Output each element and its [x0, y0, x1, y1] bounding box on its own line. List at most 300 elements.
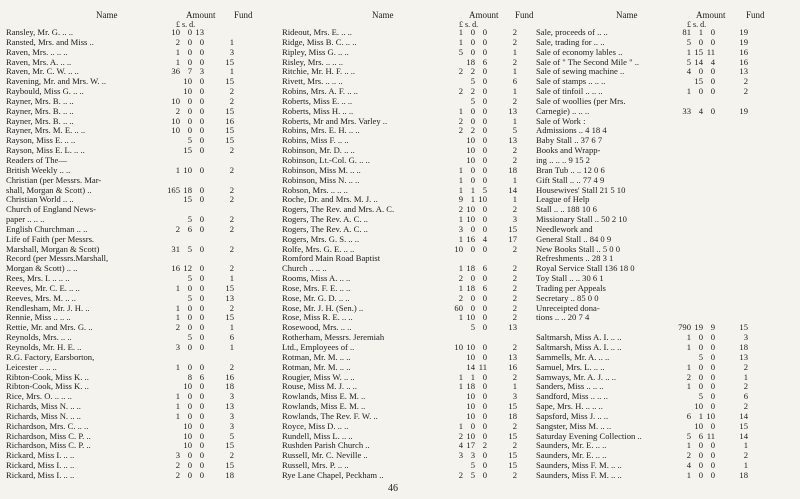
cell-s: 0 [470, 223, 475, 234]
cell-name: R.G. Factory, Earsborton, [6, 351, 95, 362]
cell-name: Missionary Stall .. 50 2 10 [536, 214, 627, 225]
cell-d: 0 [482, 95, 487, 106]
cell-d: 0 [482, 76, 487, 87]
lsd-label: £ s. d. [459, 20, 479, 29]
cell-s: 10 [466, 204, 475, 215]
cell-name: Sale of sewing machine .. [536, 66, 625, 77]
cell-s: 5 [698, 351, 703, 362]
cell-name: Rowlands, The Rev. F. W. .. [282, 410, 378, 421]
cell-fund: 1 [229, 66, 234, 77]
cell-s: 6 [187, 223, 192, 234]
cell-pound: 2 [175, 105, 180, 116]
cell-d: 0 [199, 401, 204, 412]
page-number: 46 [388, 483, 398, 494]
cell-d: 0 [482, 125, 487, 136]
cell-name: Rogers, The Rev. and Mrs. A. C. [282, 204, 395, 215]
cell-s: 5 [470, 469, 475, 480]
table-row [536, 471, 798, 481]
cell-name: English Churchman .. .. [6, 223, 88, 234]
cell-fund: 15 [508, 450, 517, 461]
cell-name: Rosewood, Mrs. .. .. [282, 322, 352, 333]
cell-s: 5 [470, 322, 475, 333]
cell-d: 0 [199, 381, 204, 392]
cell-fund: 15 [225, 76, 234, 87]
cell-s: 10 [466, 145, 475, 156]
cell-fund: 1 [743, 371, 748, 382]
cell-s: 5 [187, 243, 192, 254]
cell-s: 0 [187, 282, 192, 293]
cell-pound: 165 [167, 184, 180, 195]
cell-s: 1 [470, 371, 475, 382]
cell-name: Baby Stall .. 37 6 7 [536, 135, 603, 146]
cell-fund: 1 [229, 342, 234, 352]
cell-name: Ridge, Miss B. C. .. .. [282, 36, 357, 47]
cell-name: paper .. .. .. [6, 214, 45, 225]
cell-name: Sape, Mrs. H. .. .. .. [536, 401, 603, 412]
cell-d: 0 [199, 361, 204, 372]
cell-fund: 2 [743, 450, 748, 461]
cell-s: 10 [466, 391, 475, 402]
cell-fund: 15 [225, 135, 234, 146]
cell-name: Robins, Mrs. A. F. .. .. [282, 86, 358, 97]
cell-name: ing .. .. .. 9 15 2 [536, 154, 590, 165]
cell-fund: 2 [229, 450, 234, 461]
cell-d: 0 [482, 145, 487, 156]
cell-s: 5 [187, 292, 192, 303]
cell-pound: 1 [686, 381, 691, 392]
cell-d: 0 [710, 391, 715, 402]
cell-fund: 2 [512, 273, 517, 284]
header-fund: Fund [746, 10, 765, 20]
table-row [536, 313, 798, 323]
cell-fund: 3 [229, 410, 234, 421]
cell-name: Rose, Mr. G. D. .. .. [282, 292, 350, 303]
cell-name: Saltmarsh, Miss A. I. .. .. [536, 342, 622, 352]
cell-fund: 15 [225, 282, 234, 293]
cell-s: 0 [698, 361, 703, 372]
cell-d: 0 [710, 401, 715, 412]
cell-name: Sandford, Miss .. .. .. [536, 391, 608, 402]
cell-pound: 1 [175, 361, 180, 372]
cell-s: 0 [698, 36, 703, 47]
cell-pound: 1 [458, 312, 463, 323]
cell-d: 0 [710, 86, 715, 97]
cell-pound: 1 [458, 420, 463, 431]
cell-fund: 2 [512, 312, 517, 323]
cell-s: 0 [187, 401, 192, 412]
cell-fund: 2 [512, 292, 517, 303]
cell-d: 0 [199, 214, 204, 225]
cell-fund: 2 [229, 184, 234, 195]
cell-fund: 2 [512, 154, 517, 165]
cell-fund: 15 [508, 460, 517, 471]
cell-s: 1 [470, 194, 475, 205]
cell-s: 0 [698, 381, 703, 392]
cell-d: 0 [199, 332, 204, 343]
cell-name: Sale of economy lables .. [536, 46, 623, 57]
cell-name: Sale of tinfoil .. .. .. [536, 86, 603, 97]
cell-d: 0 [482, 312, 487, 323]
cell-fund: 2 [512, 27, 517, 37]
cell-d: 0 [482, 391, 487, 402]
cell-name: Saturday Evening Collection .. [536, 430, 642, 441]
cell-s: 1 [698, 27, 703, 37]
cell-name: Sanders, Miss .. .. .. [536, 381, 604, 392]
cell-pound: 1 [458, 174, 463, 185]
column-left [6, 10, 284, 481]
cell-fund: 15 [225, 440, 234, 451]
cell-name: Russell, Mrs. P. .. .. [282, 460, 349, 471]
cell-s: 10 [466, 401, 475, 412]
cell-pound: 1 [458, 282, 463, 293]
cell-name: General Stall .. 84 0 9 [536, 233, 612, 244]
cell-fund: 1 [512, 381, 517, 392]
cell-pound: 1 [458, 371, 463, 382]
cell-d: 0 [199, 430, 204, 441]
cell-name: Rooms, Miss A. .. .. [282, 273, 351, 284]
cell-name: Rose, Miss R. E. .. .. [282, 312, 353, 323]
cell-d: 0 [199, 223, 204, 234]
cell-fund: 3 [512, 391, 517, 402]
cell-name: New Books Stall .. 5 0 0 [536, 243, 621, 254]
cell-pound: 1 [458, 105, 463, 116]
cell-pound: 1 [686, 86, 691, 97]
cell-s: 5 [470, 460, 475, 471]
lsd-label: £ s. d. [687, 20, 707, 29]
cell-s: 0 [698, 450, 703, 461]
cell-d: 0 [482, 450, 487, 461]
cell-s: 5 [187, 273, 192, 284]
cell-d: 0 [199, 86, 204, 97]
cell-name: Life of Faith (per Messrs. [6, 233, 95, 244]
cell-s: 0 [187, 322, 192, 333]
cell-fund: 16 [508, 361, 517, 372]
cell-s: 0 [698, 440, 703, 451]
cell-fund: 13 [739, 66, 748, 77]
header-name: Name [616, 10, 638, 20]
cell-d: 0 [482, 371, 487, 382]
cell-d: 6 [482, 282, 487, 293]
cell-pound: 1 [458, 36, 463, 47]
cell-fund: 1 [512, 174, 517, 185]
cell-pound: 9 [458, 194, 463, 205]
cell-d: 0 [482, 135, 487, 146]
cell-name: Reeves, Mrs. M. .. .. [6, 292, 76, 303]
cell-pound: 1 [175, 302, 180, 313]
cell-pound: 1 [175, 56, 180, 67]
cell-s: 10 [183, 86, 192, 97]
cell-d: 0 [482, 460, 487, 471]
cell-pound: 1 [686, 332, 691, 343]
cell-d: 0 [199, 145, 204, 156]
cell-name: Robinson, Lt.-Col. G. .. .. [282, 154, 370, 165]
cell-s: 10 [466, 135, 475, 146]
column-middle [282, 10, 532, 481]
cell-name: Saltmarsh, Miss A. I. .. .. [536, 332, 622, 343]
cell-d: 10 [478, 194, 487, 205]
cell-fund: 6 [229, 332, 234, 343]
cell-fund: 1 [512, 194, 517, 205]
cell-d: 0 [199, 135, 204, 146]
cell-fund: 15 [225, 56, 234, 67]
cell-d: 0 [482, 342, 487, 352]
cell-name: Raven, Mrs. A. .. .. [6, 56, 72, 67]
cell-s: 1 [470, 184, 475, 195]
cell-fund: 2 [512, 243, 517, 254]
cell-name: Ribton-Cook, Miss K. .. [6, 381, 89, 392]
cell-fund: 2 [512, 282, 517, 293]
cell-pound: 4 [458, 440, 463, 451]
cell-d: 0 [482, 36, 487, 47]
cell-name: Saunders, Miss F. M. .. .. [536, 469, 622, 480]
cell-s: 10 [694, 401, 703, 412]
cell-fund: 17 [508, 233, 517, 244]
cell-d: 0 [199, 322, 204, 333]
cell-name: Rennie, Miss .. .. .. [6, 312, 71, 323]
column-right [536, 10, 798, 481]
cell-name: Rundell, Miss L. .. .. [282, 430, 353, 441]
cell-fund: 19 [739, 27, 748, 37]
cell-name: Raven, Mrs. .. .. .. [6, 46, 68, 57]
cell-name: Sapsford, Miss J. .. .. [536, 410, 609, 421]
cell-s: 0 [187, 312, 192, 323]
cell-fund: 14 [508, 184, 517, 195]
cell-name: Richardson, Miss C. P. .. [6, 430, 91, 441]
cell-d: 0 [710, 371, 715, 382]
cell-d: 0 [710, 381, 715, 392]
cell-fund: 15 [225, 460, 234, 471]
cell-fund: 2 [512, 145, 517, 156]
cell-s: 0 [470, 243, 475, 254]
cell-pound: 1 [458, 263, 463, 274]
cell-pound: 1 [458, 214, 463, 225]
cell-s: 2 [470, 125, 475, 136]
cell-fund: 5 [229, 430, 234, 441]
cell-fund: 1 [229, 36, 234, 47]
cell-name: Roberts, Miss E. .. .. [282, 95, 353, 106]
cell-pound: 4 [686, 460, 691, 471]
cell-pound: 5 [458, 46, 463, 57]
cell-name: Reynolds, Mr. H. E. .. [6, 342, 82, 352]
cell-fund: 6 [512, 76, 517, 87]
cell-fund: 2 [229, 223, 234, 234]
cell-pound: 3 [458, 450, 463, 461]
cell-s: 0 [470, 46, 475, 57]
cell-s: 0 [470, 302, 475, 313]
cell-name: Rowlands, Miss E. M. .. [282, 401, 366, 412]
cell-name: Reeves, Mr. C. E. .. .. [6, 282, 80, 293]
cell-name: Rayner, Mrs. B. .. .. [6, 115, 74, 126]
cell-pound: 10 [171, 27, 180, 37]
cell-fund: 13 [225, 292, 234, 303]
table-row [6, 205, 284, 215]
cell-s: 0 [470, 27, 475, 37]
cell-name: Rose, Mrs. F. E. .. .. [282, 282, 351, 293]
cell-fund: 13 [508, 322, 517, 333]
cell-name: Rotherham, Messrs. Jeremiah [282, 332, 385, 343]
cell-name: Rotman, Mr. M. .. .. [282, 351, 351, 362]
cell-s: 0 [470, 273, 475, 284]
cell-pound: 1 [175, 282, 180, 293]
cell-name: Christian World .. .. [6, 194, 74, 205]
cell-fund: 5 [512, 125, 517, 136]
cell-name: Morgan & Scott) .. .. [6, 263, 78, 274]
cell-s: 0 [187, 95, 192, 106]
cell-fund: 1 [229, 322, 234, 333]
cell-name: Readers of The— [6, 154, 67, 165]
cell-pound: 2 [458, 115, 463, 126]
cell-name: Raven, Mr. C. W. .. .. [6, 66, 79, 77]
cell-name: Richards, Miss N. .. .. [6, 401, 81, 412]
cell-s: 0 [470, 115, 475, 126]
cell-name: Robins, Miss F. .. .. [282, 135, 349, 146]
cell-name: Rouse, Miss M. J. .. .. [282, 381, 357, 392]
cell-fund: 3 [229, 420, 234, 431]
cell-d: 0 [199, 105, 204, 116]
cell-s: 17 [466, 440, 475, 451]
cell-d: 0 [710, 361, 715, 372]
cell-s: 10 [183, 76, 192, 87]
cell-fund: 2 [229, 361, 234, 372]
header-name: Name [372, 10, 394, 20]
cell-name: Gift Stall .. .. 77 4 9 [536, 174, 605, 185]
cell-name: Robinson, Miss N. .. .. [282, 174, 360, 185]
cell-s: 10 [466, 214, 475, 225]
cell-s: 0 [187, 46, 192, 57]
cell-fund: 16 [739, 56, 748, 67]
cell-d: 0 [482, 243, 487, 254]
cell-name: Rickard, Miss I. .. .. [6, 469, 75, 480]
cell-d: 0 [710, 351, 715, 362]
cell-d: 0 [199, 243, 204, 254]
cell-s: 10 [694, 420, 703, 431]
cell-s: 0 [187, 36, 192, 47]
cell-d: 0 [199, 302, 204, 313]
cell-fund: 18 [225, 469, 234, 480]
cell-name: Royce, Miss D. .. .. [282, 420, 349, 431]
cell-fund: 1 [229, 273, 234, 284]
cell-d: 11 [706, 430, 715, 441]
cell-s: 5 [470, 76, 475, 87]
cell-fund: 2 [229, 164, 234, 175]
cell-name: Robins, Mrs. E. H. .. .. [282, 125, 360, 136]
cell-fund: 1 [512, 115, 517, 126]
header-amount: Amount [696, 10, 726, 20]
cell-pound: 1 [686, 46, 691, 57]
cell-d: 0 [482, 66, 487, 77]
cell-d: 0 [199, 115, 204, 126]
cell-s: 10 [183, 420, 192, 431]
cell-fund: 1 [512, 66, 517, 77]
cell-d: 0 [482, 115, 487, 126]
cell-name: Rayner, Mrs. B. .. .. [6, 95, 74, 106]
column-header [536, 10, 798, 20]
cell-s: 18 [466, 263, 475, 274]
cell-name: Books and Wrapp- [536, 145, 601, 156]
cell-pound: 6 [686, 410, 691, 421]
cell-name: Ltd., Employees of .. [282, 342, 355, 352]
cell-name: Robson, Mrs. .. .. .. [282, 184, 348, 195]
cell-name: Rayner, Mrs. B. .. .. [6, 105, 74, 116]
cell-name: Ritchie, Mr. H. F. .. .. [282, 66, 356, 77]
cell-s: 0 [470, 292, 475, 303]
cell-d: 0 [482, 105, 487, 116]
cell-s: 0 [698, 332, 703, 343]
cell-fund: 1 [512, 46, 517, 57]
cell-d: 0 [199, 282, 204, 293]
cell-pound: 1 [175, 410, 180, 421]
cell-pound: 2 [458, 66, 463, 77]
cell-name: Sale of stamps .. .. .. [536, 76, 606, 87]
cell-s: 0 [187, 302, 192, 313]
cell-s: 0 [187, 115, 192, 126]
cell-fund: 2 [229, 263, 234, 274]
cell-s: 5 [470, 95, 475, 106]
cell-fund: 2 [512, 469, 517, 480]
cell-pound: 81 [682, 27, 691, 37]
cell-pound: 5 [686, 56, 691, 67]
cell-s: 10 [183, 164, 192, 175]
cell-name: Rushden Parish Church .. [282, 440, 370, 451]
cell-name: Rivett, Mrs. .. .. .. [282, 76, 343, 87]
cell-fund: 18 [508, 410, 517, 421]
cell-d: 0 [199, 36, 204, 47]
cell-name: Sale of woollies (per Mrs. [536, 95, 626, 106]
cell-fund: 2 [512, 204, 517, 215]
cell-s: 18 [183, 184, 192, 195]
cell-s: 4 [698, 105, 703, 116]
cell-name: Church .. .. .. [282, 263, 327, 274]
cell-name: Leicester .. .. .. [6, 361, 57, 372]
cell-fund: 13 [508, 351, 517, 362]
cell-s: 0 [187, 469, 192, 480]
cell-s: 0 [187, 391, 192, 402]
cell-d: 0 [199, 263, 204, 274]
cell-d: 0 [199, 469, 204, 480]
cell-s: 8 [187, 371, 192, 382]
cell-name: Rickard, Miss I. .. .. [6, 450, 75, 461]
cell-d: 0 [482, 164, 487, 175]
cell-fund: 16 [225, 115, 234, 126]
cell-s: 10 [183, 440, 192, 451]
cell-d: 0 [482, 154, 487, 165]
cell-name: Royal Service Stall 136 18 0 [536, 263, 635, 274]
cell-d: 10 [706, 410, 715, 421]
cell-s: 0 [470, 420, 475, 431]
cell-name: Christian (per Messrs. Mar- [6, 174, 102, 185]
cell-fund: 2 [229, 145, 234, 156]
cell-d: 0 [199, 125, 204, 136]
cell-s: 1 [698, 410, 703, 421]
cell-d: 0 [710, 440, 715, 451]
column-header [282, 10, 532, 20]
cell-d: 4 [710, 56, 715, 67]
cell-s: 5 [187, 332, 192, 343]
cell-name: Robinson, Mr. D. .. .. [282, 145, 355, 156]
cell-pound: 2 [686, 371, 691, 382]
cell-s: 0 [470, 164, 475, 175]
cell-s: 0 [187, 450, 192, 461]
cell-d: 0 [482, 430, 487, 441]
cell-d: 0 [482, 292, 487, 303]
cell-s: 2 [470, 66, 475, 77]
cell-name: Sale, proceeds of .. .. [536, 27, 608, 37]
cell-d: 0 [710, 27, 715, 37]
cell-s: 2 [470, 86, 475, 97]
cell-d: 0 [482, 174, 487, 185]
cell-d: 0 [199, 56, 204, 67]
cell-s: 10 [466, 154, 475, 165]
